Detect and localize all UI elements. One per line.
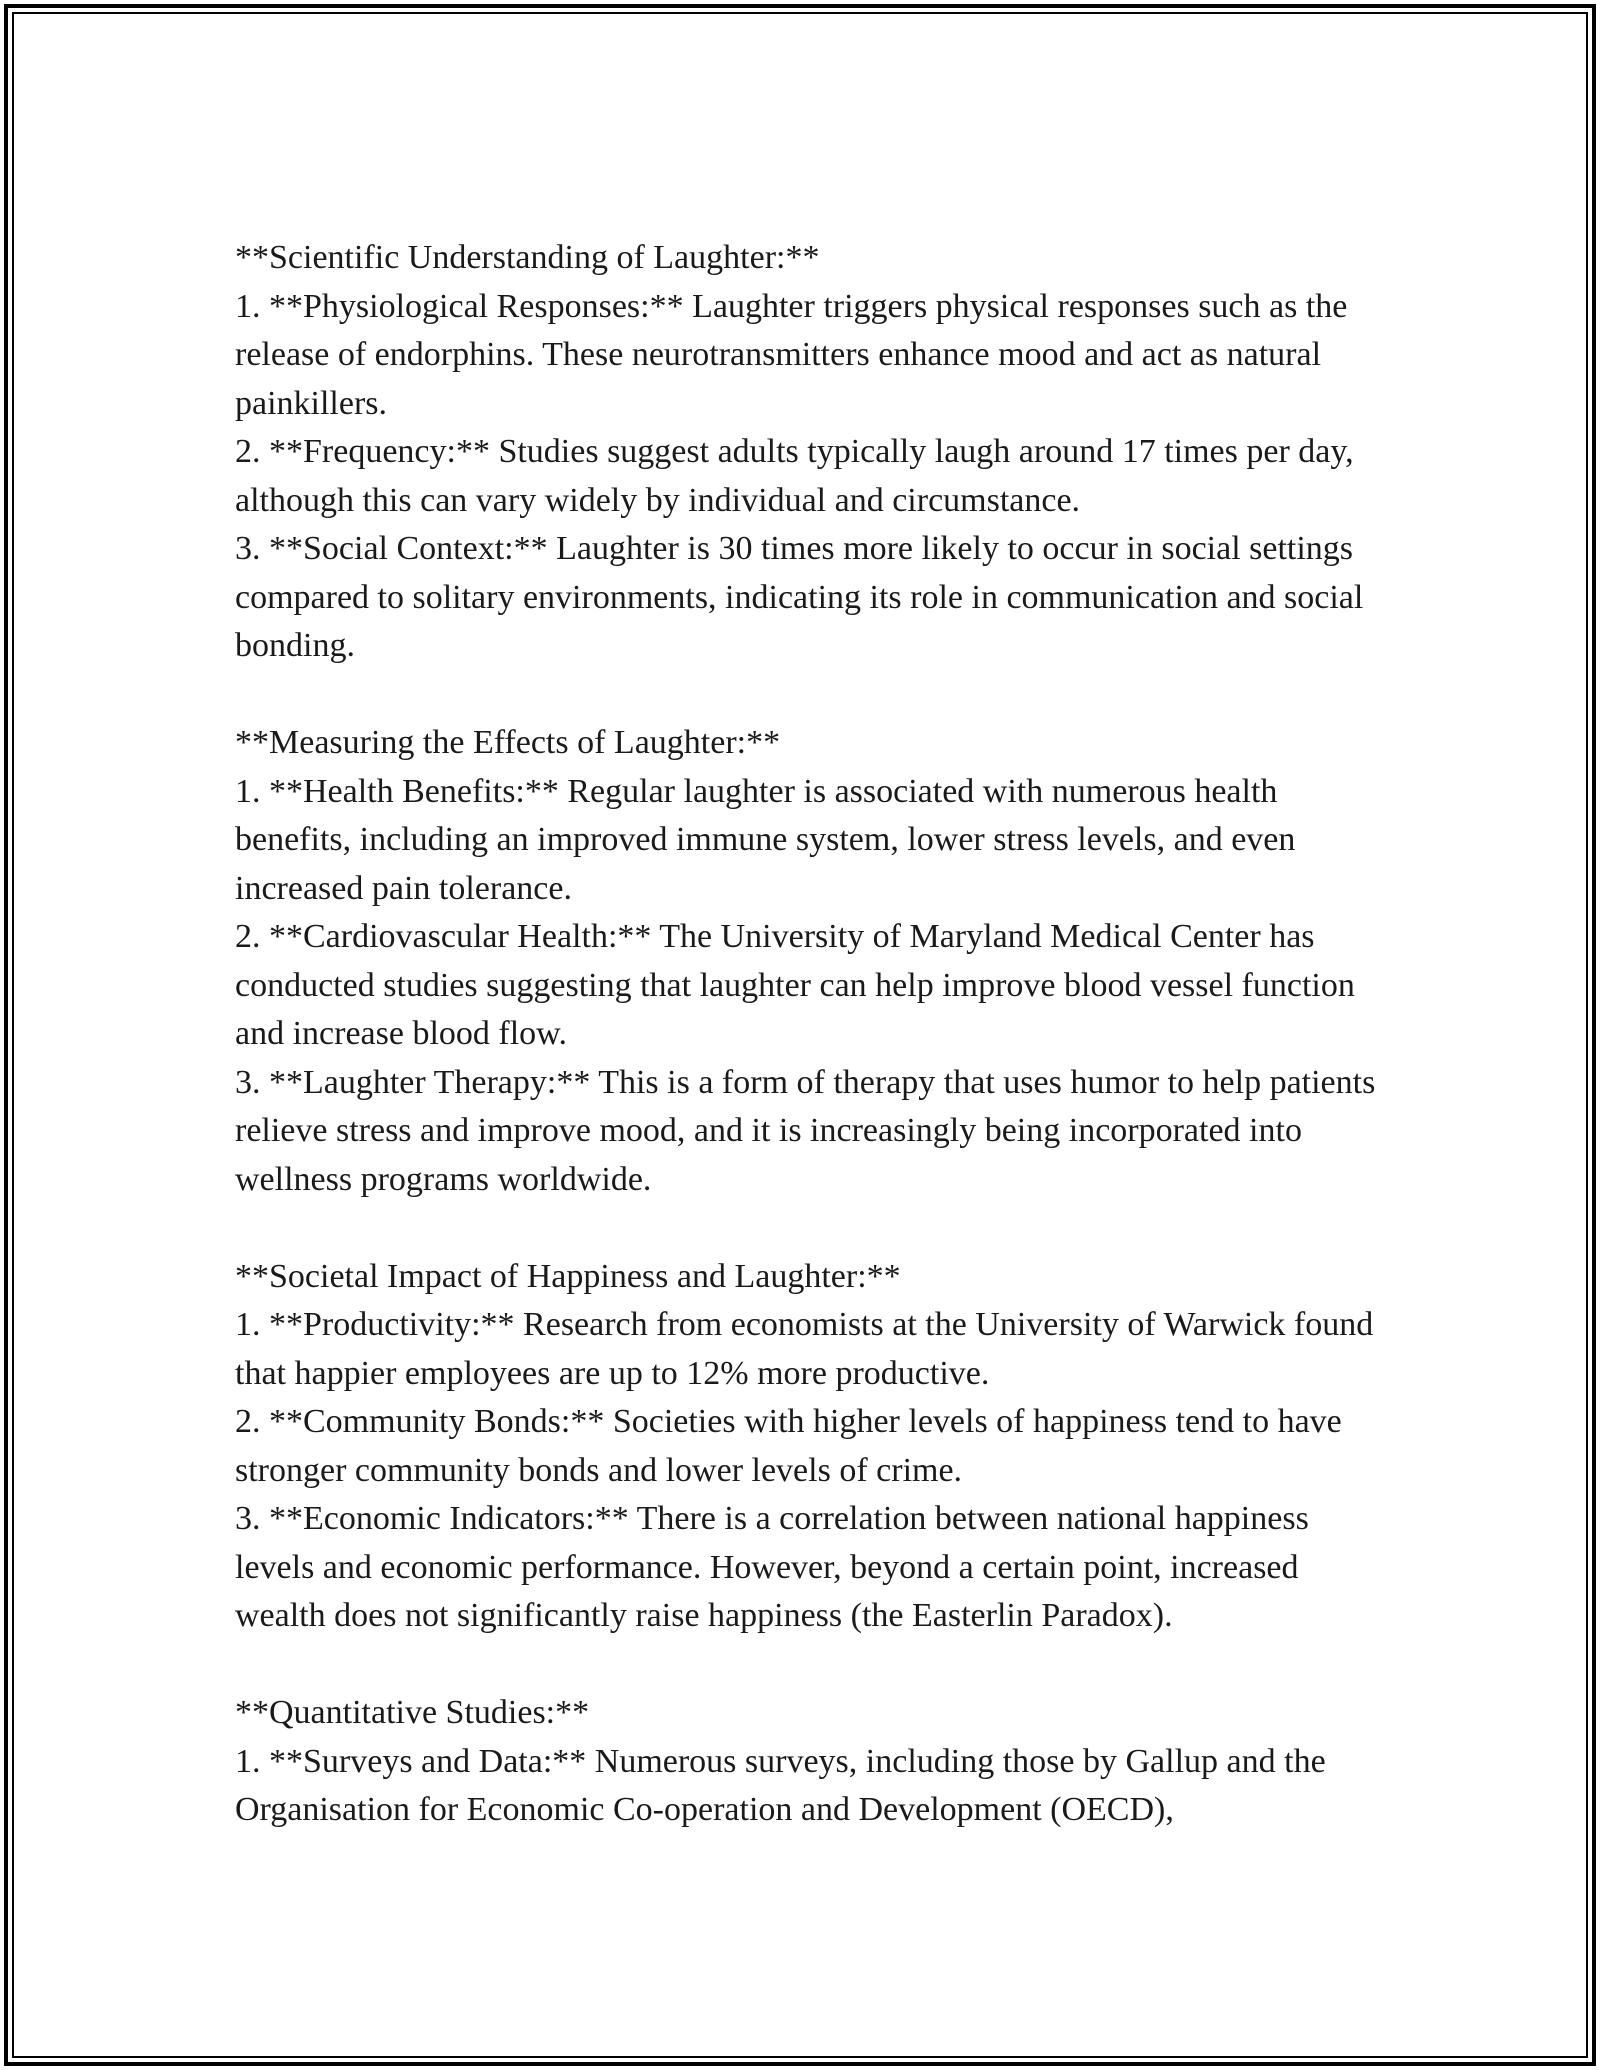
section-heading: **Quantitative Studies:** — [235, 1694, 590, 1731]
list-item: 3. **Economic Indicators:** There is a correlation between national happiness levels and economic performance. However, beyond a certain point, increased wealth does not significantly raise happiness (the Easterlin Paradox). — [235, 1500, 1309, 1634]
section-heading: **Societal Impact of Happiness and Laughter:** — [235, 1257, 901, 1295]
list-item: 1. **Physiological Responses:** Laughter triggers physical responses such as the release of endorphins. These neurotransmitters enhance mood and act as natural painkillers. — [235, 287, 1348, 422]
section-quantitative-studies — [235, 1689, 1385, 1835]
section-heading: **Measuring the Effects of Laughter:** — [235, 724, 781, 761]
section-measuring-effects — [235, 719, 1385, 1204]
document-body — [235, 234, 1385, 1883]
list-item: 1. **Surveys and Data:** Numerous surveys, including those by Gallup and the Organisation for Economic Co-operation and Development (OECD), — [235, 1742, 1326, 1828]
list-item: 2. **Community Bonds:** Societies with higher levels of happiness tend to have stronger community bonds and lower levels of crime. — [235, 1403, 1342, 1489]
section-scientific-understanding — [235, 234, 1385, 671]
list-item: 2. **Cardiovascular Health:** The University of Maryland Medical Center has conducted studies suggesting that laughter can help improve blood vessel function and increase blood flow. — [235, 918, 1355, 1052]
section-heading: **Scientific Understanding of Laughter:** — [235, 239, 820, 276]
list-item: 2. **Frequency:** Studies suggest adults typically laugh around 17 times per day, although this can vary widely by individual and circumstance. — [235, 433, 1354, 519]
section-societal-impact — [235, 1253, 1385, 1641]
list-item: 3. **Laughter Therapy:** This is a form of therapy that uses humor to help patients relieve stress and improve mood, and it is increasingly being incorporated into wellness programs worldwide. — [235, 1063, 1376, 1198]
list-item: 1. **Health Benefits:** Regular laughter is associated with numerous health benefits, including an improved immune system, lower stress levels, and even increased pain tolerance. — [235, 772, 1296, 907]
list-item: 1. **Productivity:** Research from economists at the University of Warwick found that happier employees are up to 12% more productive. — [235, 1306, 1374, 1392]
list-item: 3. **Social Context:** Laughter is 30 times more likely to occur in social settings compared to solitary environments, indicating its role in communication and social bonding. — [235, 530, 1364, 664]
